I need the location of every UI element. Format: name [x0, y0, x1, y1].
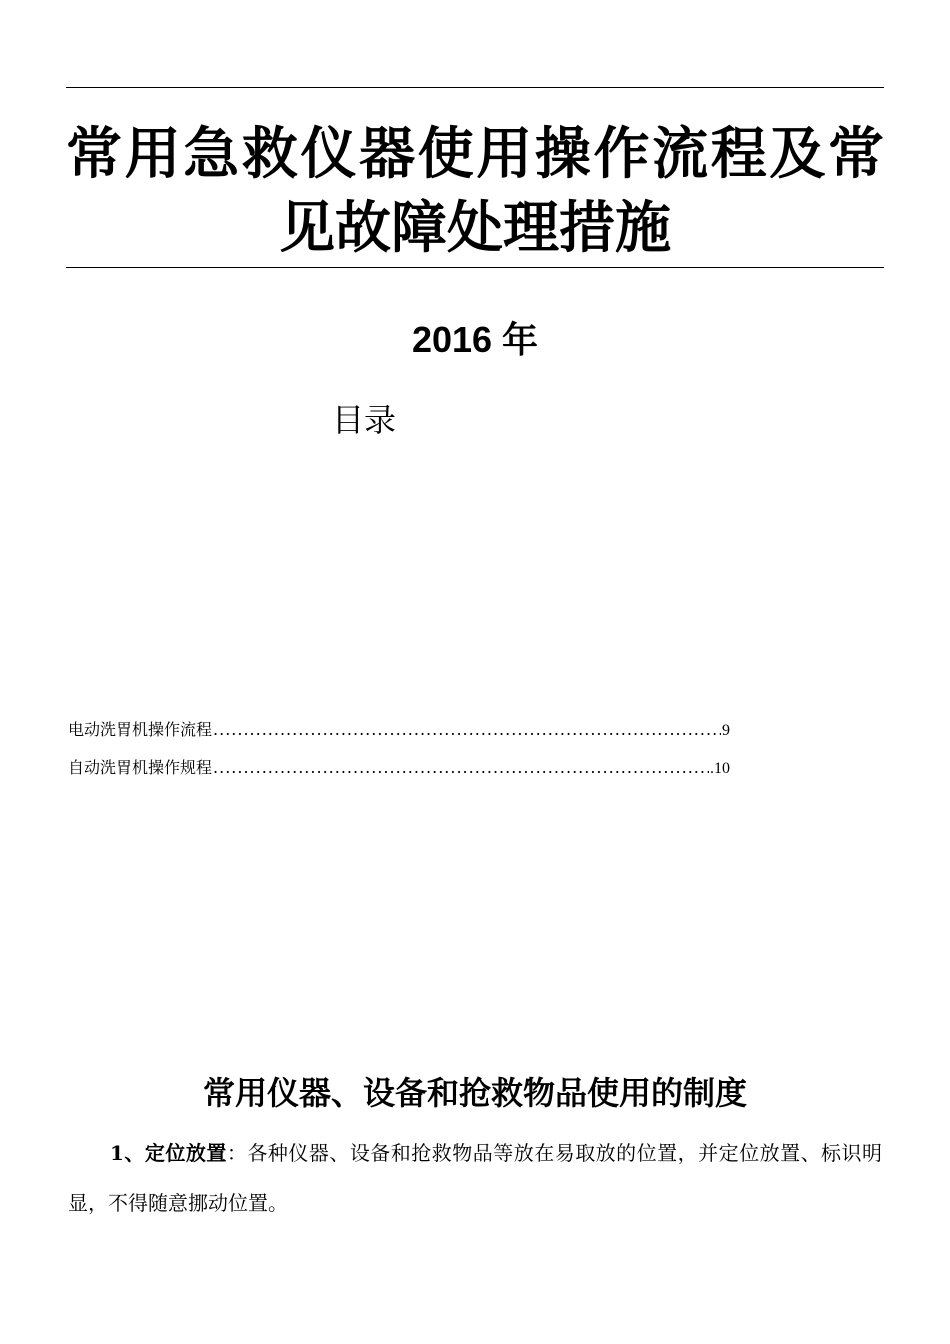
toc-dot-leader — [213, 716, 721, 744]
paragraph-term: 定位放置 — [144, 1141, 227, 1165]
section-title: 常用仪器、设备和抢救物品使用的制度 — [202, 1073, 747, 1112]
top-rule — [66, 87, 884, 88]
toc-entry-page: .10 — [710, 760, 730, 777]
rule-paragraph — [68, 1128, 882, 1228]
toc-entry-label: 电动洗胃机操作流程 — [68, 720, 213, 739]
paragraph-colon: ： — [226, 1141, 248, 1165]
table-of-contents — [68, 716, 730, 792]
toc-entry-page: 9 — [722, 722, 730, 739]
toc-entry-label: 自动洗胃机操作规程 — [68, 758, 213, 777]
paragraph-text: 各种仪器、设备和抢救物品等放在易取放的位置，并定位放置、标识明显，不得随意挪动位置。 — [68, 1141, 883, 1215]
bottom-rule — [66, 267, 884, 268]
paragraph-number: 1、 — [110, 1141, 145, 1165]
document-year: 2016 年 — [411, 319, 539, 360]
toc-dot-leader — [213, 754, 709, 782]
toc-entry[interactable] — [68, 754, 730, 792]
toc-entry[interactable] — [68, 716, 730, 754]
toc-heading: 目录 — [332, 401, 397, 439]
document-title: 常用急救仪器使用操作流程及常见故障处理措施 — [66, 122, 884, 261]
